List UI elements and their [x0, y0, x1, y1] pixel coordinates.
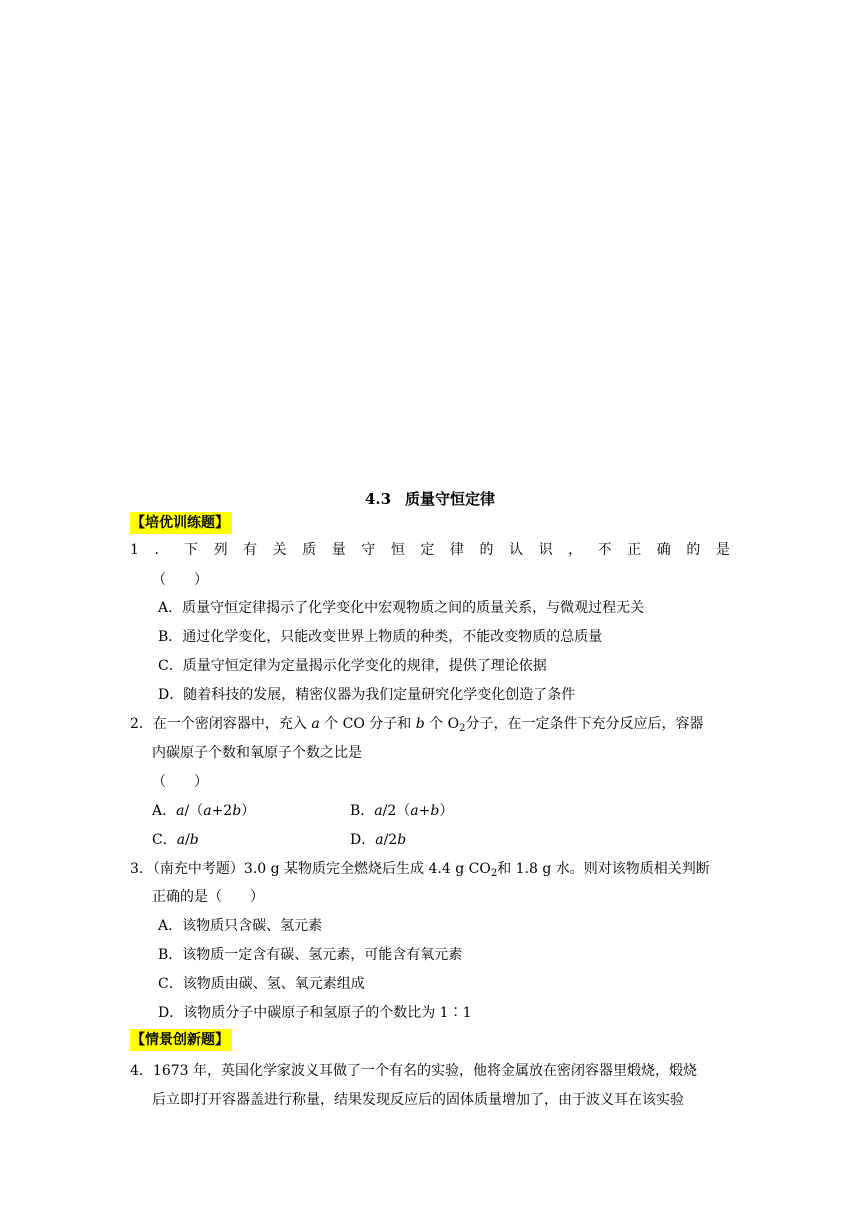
question-1-option-d: D．随着科技的发展，精密仪器为我们定量研究化学变化创造了条件: [158, 687, 576, 703]
question-1-stem-char: 确: [656, 542, 671, 558]
question-1-stem-char: 认: [509, 542, 524, 558]
question-2-option-d: D．a/2b: [350, 832, 407, 848]
question-1-stem-char: 量: [331, 542, 346, 558]
question-1-stem-char: 识: [538, 542, 553, 558]
question-1-stem-char: 1: [130, 542, 139, 558]
variable-a: a: [311, 716, 320, 732]
question-1-stem-char: 不: [597, 542, 612, 558]
question-1-stem-char: 关: [272, 542, 287, 558]
question-1-option-c: C．质量守恒定律为定量揭示化学变化的规律，提供了理论依据: [158, 658, 547, 674]
question-1-stem: [130, 540, 730, 560]
question-3-line-2: 正确的是（ ）: [152, 889, 264, 905]
question-3-line-1: 3．（南充中考题）3.0 g 某物质完全燃烧后生成 4.4 g $CO_2$和 1.8 g 水。则对该物质相关判断: [130, 861, 710, 879]
question-1-stem-char: ．: [154, 542, 169, 558]
variable-b: b: [415, 716, 425, 732]
question-1-paren: （ ）: [152, 572, 208, 588]
question-1-stem-char: 的: [479, 542, 494, 558]
question-2-option-b: B．a/2（a+b）: [350, 803, 454, 819]
question-1-stem-char: 守: [361, 542, 376, 558]
section-label-scenario: 【情景创新题】: [130, 1029, 232, 1051]
title-text: 质量守恒定律: [405, 490, 496, 508]
page-title: [0, 488, 860, 510]
question-1-stem-char: 恒: [390, 542, 405, 558]
question-2-paren: （ ）: [152, 774, 208, 790]
question-1-stem-char: 有: [243, 542, 258, 558]
question-1-option-b: B．通过化学变化，只能改变世界上物质的种类，不能改变物质的总质量: [158, 629, 603, 645]
question-1-stem-char: 列: [213, 542, 228, 558]
question-1-stem-char: 定: [420, 542, 435, 558]
question-1-stem-char: 是: [715, 542, 730, 558]
question-3-option-c: C．该物质由碳、氢、氧元素组成: [158, 976, 365, 992]
question-1-stem-char: ，: [568, 542, 583, 558]
question-2-line-1: 2．在一个密闭容器中，充入 a 个 CO 分子和 b 个 $O_2$分子，在一定条件下充分反应后，容器: [130, 716, 704, 734]
question-4-line-2: 后立即打开容器盖进行称量，结果发现反应后的固体质量增加了，由于波义耳在该实验: [152, 1092, 684, 1108]
question-4-line-1: 4．1673 年，英国化学家波义耳做了一个有名的实验，他将金属放在密闭容器里煅烧，煅烧: [130, 1063, 697, 1079]
question-1-stem-char: 质: [302, 542, 317, 558]
question-2-option-a: A．a/（a+2b）: [152, 803, 256, 819]
question-1-stem-char: 的: [686, 542, 701, 558]
question-1-stem-char: 律: [449, 542, 464, 558]
section-number: 4.3: [364, 490, 392, 508]
question-1-stem-char: 正: [627, 542, 642, 558]
question-2-line-2: 内碳原子个数和氧原子个数之比是: [152, 745, 362, 761]
question-3-option-d: D．该物质分子中碳原子和氢原子的个数比为 1∶1: [158, 1005, 472, 1021]
question-2-option-c: C．a/b: [152, 832, 199, 848]
question-1-option-a: A．质量守恒定律揭示了化学变化中宏观物质之间的质量关系，与微观过程无关: [158, 600, 645, 616]
question-3-option-a: A．该物质只含碳、氢元素: [158, 918, 323, 934]
question-3-option-b: B．该物质一定含有碳、氢元素，可能含有氧元素: [158, 947, 463, 963]
section-label-training: 【培优训练题】: [130, 512, 232, 534]
question-1-stem-char: 下: [184, 542, 199, 558]
